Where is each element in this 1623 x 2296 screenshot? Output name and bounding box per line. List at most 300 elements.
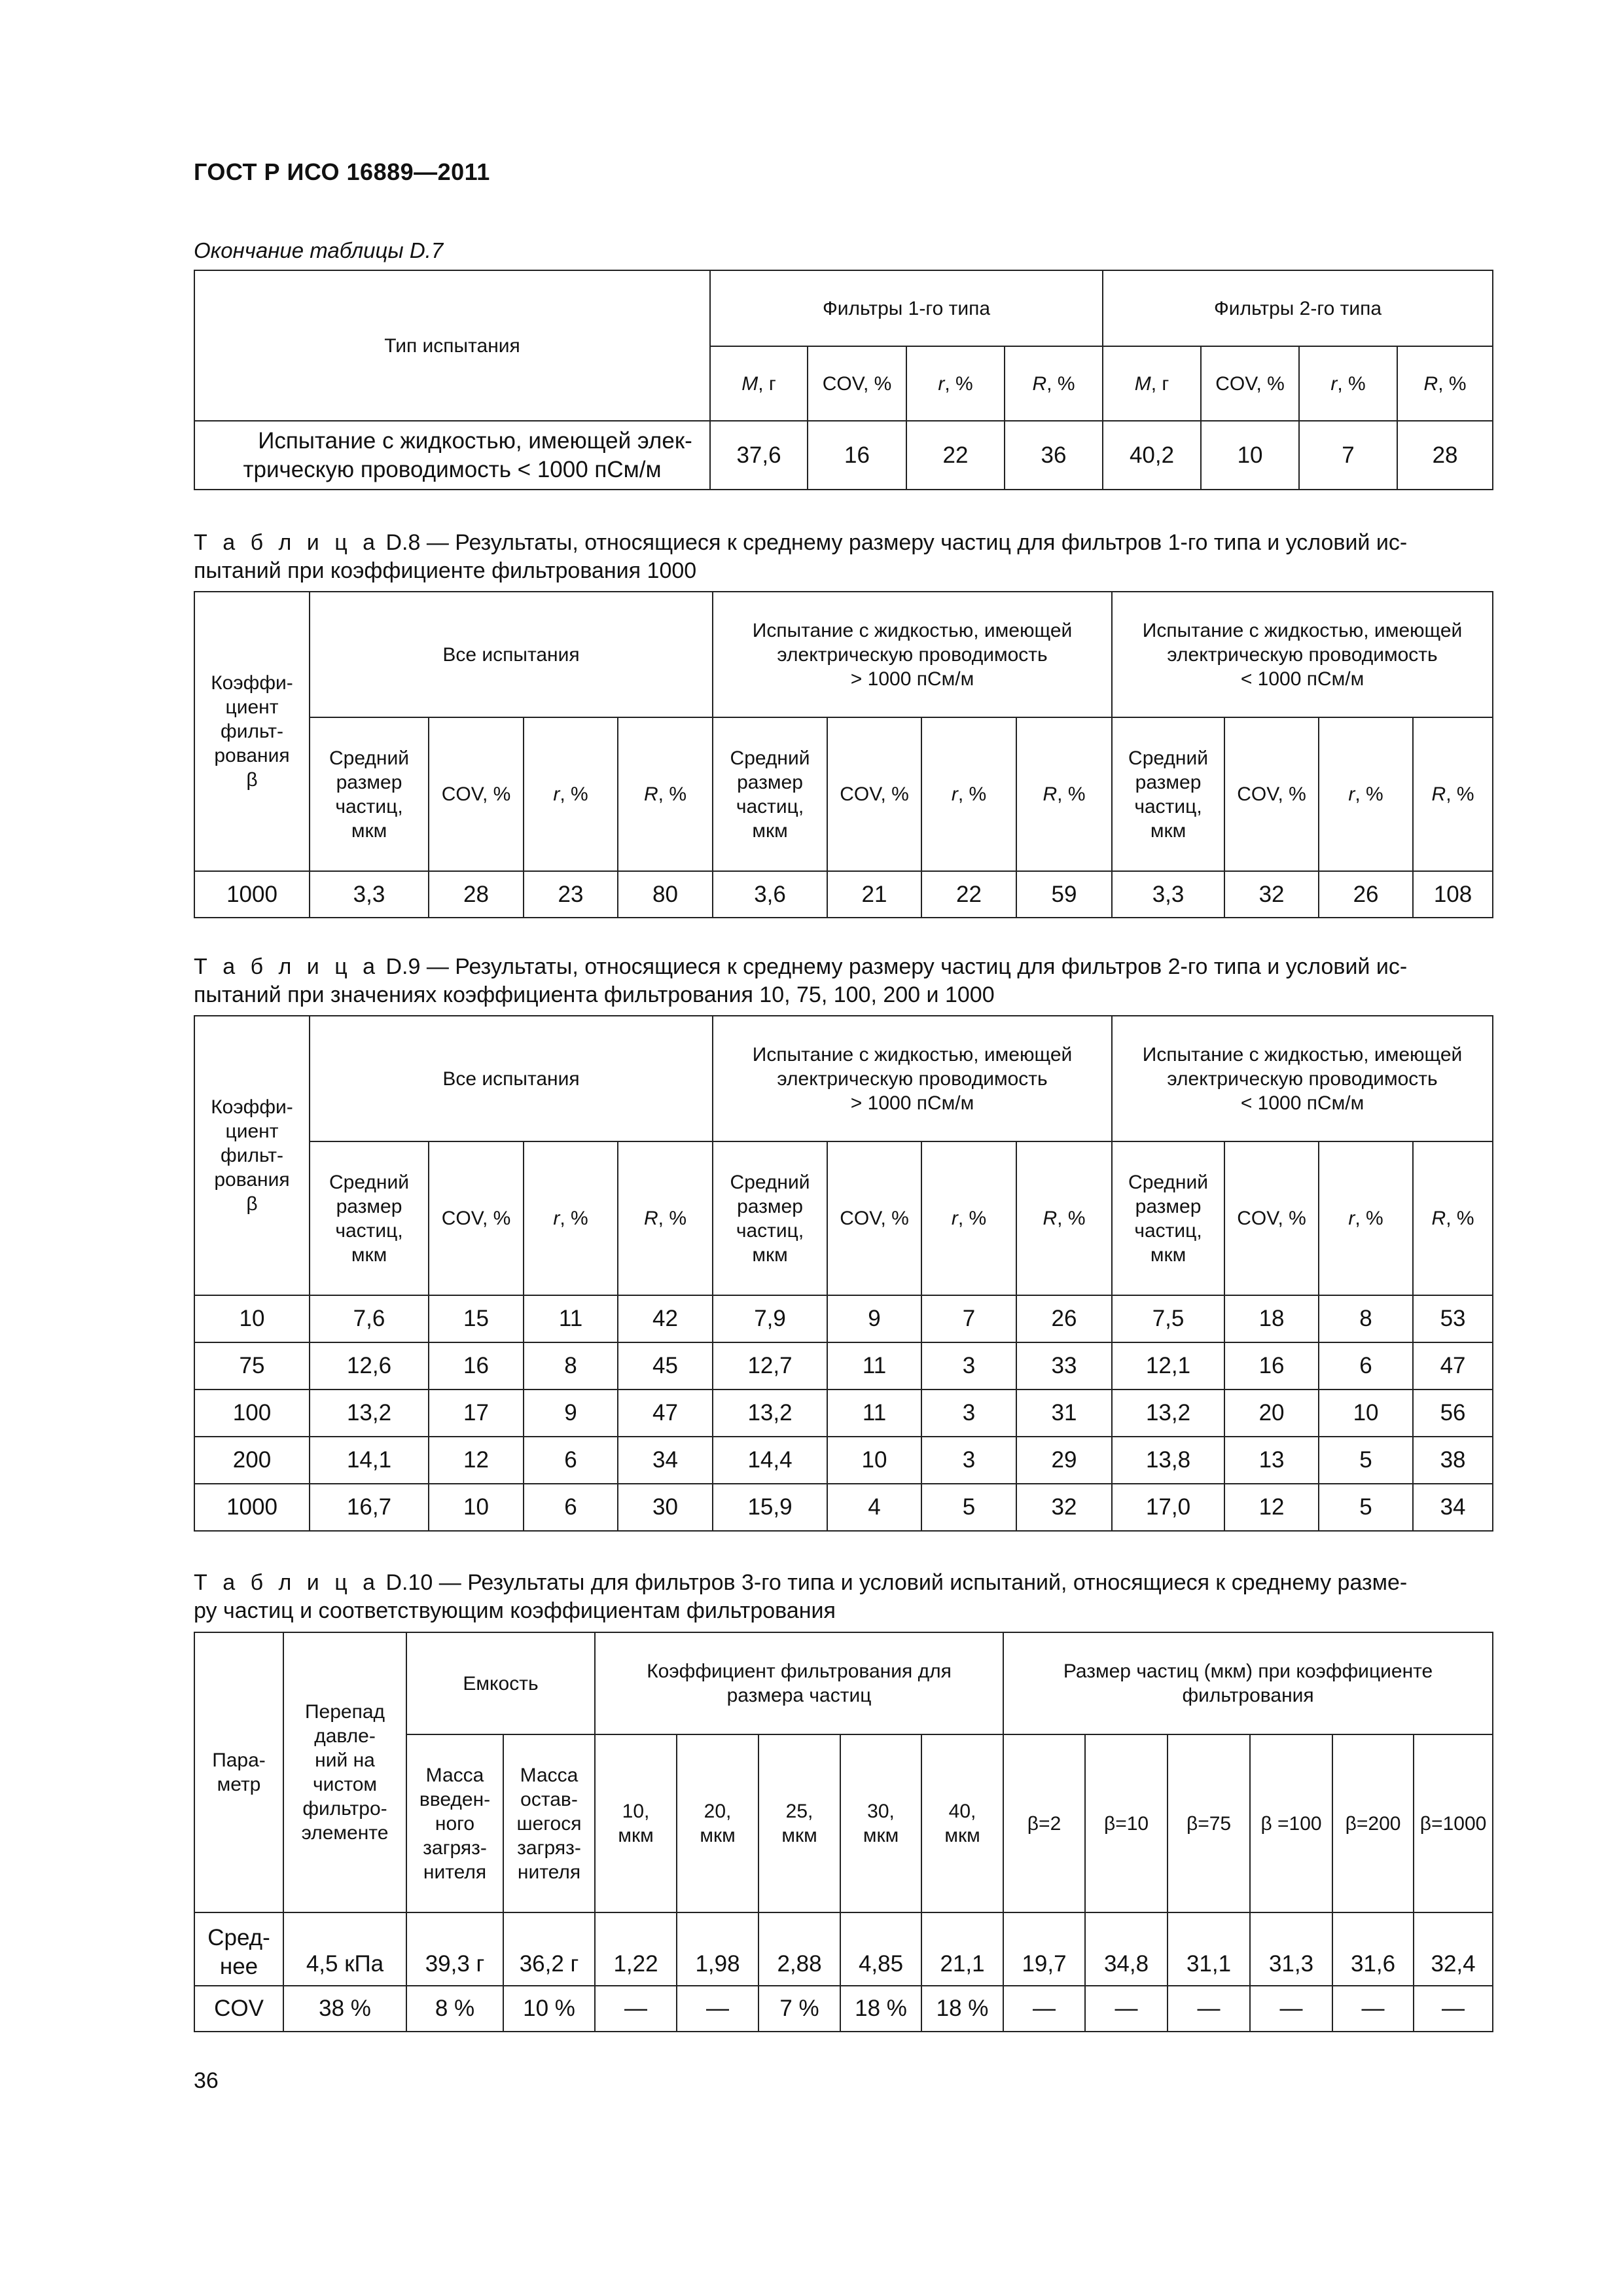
cell: 16 [429, 1342, 524, 1390]
header-capacity: Емкость [406, 1632, 595, 1734]
unit: , % [1057, 783, 1086, 805]
header-line: β [246, 769, 258, 791]
cell: 15,9 [713, 1484, 827, 1531]
header-line: Средний [329, 1171, 409, 1193]
header-line: размера частиц [726, 1685, 872, 1706]
cell: 59 [1016, 871, 1112, 918]
cell: 5 [1319, 1437, 1413, 1484]
cell: 17 [429, 1390, 524, 1437]
header-line: ний на [315, 1749, 375, 1771]
header-line: Коэффи- [211, 1096, 293, 1118]
cell: 34 [1413, 1484, 1493, 1531]
unit: , г [758, 372, 776, 395]
symbol: r [938, 372, 945, 395]
header-mean-particle-size [713, 1141, 827, 1295]
cell: 36,2 г [503, 1912, 595, 1986]
cell: 28 [429, 871, 524, 918]
header-line: мкм [1150, 1244, 1186, 1266]
header-line: фильт- [221, 721, 283, 742]
cell: 3,3 [310, 871, 429, 918]
header-line: 30, [867, 1801, 895, 1822]
header-line: Размер частиц (мкм) при коэффициенте [1063, 1660, 1433, 1682]
header-line: Перепад [304, 1701, 385, 1723]
symbol: R [643, 1208, 658, 1229]
header-all-tests: Все испытания [310, 1016, 713, 1141]
cell: 17,0 [1112, 1484, 1224, 1531]
header-line: размер [737, 1195, 803, 1217]
symbol: M [741, 372, 758, 395]
cell: 75 [194, 1342, 310, 1390]
header-line: фильтрования [1182, 1685, 1314, 1706]
header-mean-particle-size [1112, 717, 1224, 871]
cell: 14,1 [310, 1437, 429, 1484]
header-line: Испытание с жидкостью, имеющей [1142, 1043, 1463, 1066]
cell: 23 [524, 871, 618, 918]
cell: 12,7 [713, 1342, 827, 1390]
cell: 18 % [840, 1986, 921, 2032]
symbol: r [951, 783, 958, 805]
header-line: мкм [351, 819, 387, 842]
cell: 2,88 [758, 1912, 840, 1986]
cell: 80 [618, 871, 713, 918]
unit: , % [1046, 372, 1075, 395]
header-line: > 1000 пСм/м [850, 1092, 974, 1114]
unit: , % [1446, 1208, 1474, 1229]
cell: 40,2 [1103, 421, 1201, 490]
header-mean-particle-size [310, 717, 429, 871]
header-R-reproducibility [1413, 717, 1493, 871]
cell: 19,7 [1003, 1912, 1085, 1986]
header-line: мкм [863, 1825, 899, 1846]
cell: 47 [1413, 1342, 1493, 1390]
header-line: мкм [752, 1244, 788, 1266]
cell: 32,4 [1414, 1912, 1493, 1986]
cell: 15 [429, 1295, 524, 1342]
header-line: Средний [730, 1171, 810, 1193]
table-d10-caption: Т а б л и ц а D.10 — Результаты для фильтров 3-го типа и условий испытаний, относящиеся к среднему разме- ру частиц и соответствующим коэффициентам фильтрования [194, 1570, 1408, 1623]
cell: 8 [524, 1342, 618, 1390]
header-line: циент [225, 1121, 279, 1142]
document-code: ГОСТ Р ИСО 16889—2011 [194, 158, 490, 185]
header-mean-particle-size [1112, 1141, 1224, 1295]
table-d8-caption: Т а б л и ц а D.8 — Результаты, относящиеся к среднему размеру частиц для фильтров 1-го типа и условий ис- пытаний при коэффициенте фильтрования 1000 [194, 530, 1408, 583]
cell: 16,7 [310, 1484, 429, 1531]
header-line: частиц, [1134, 795, 1202, 817]
unit: , % [560, 783, 588, 805]
cell: 13,2 [310, 1390, 429, 1437]
cell: 16 [808, 421, 906, 490]
header-particle-size-1 [677, 1734, 758, 1912]
cell: — [1168, 1986, 1250, 2032]
header-line: частиц, [335, 1219, 403, 1242]
table-row [194, 1342, 1493, 1390]
cell: 12 [429, 1437, 524, 1484]
cell: 10 % [503, 1986, 595, 2032]
header-line: мкм [944, 1825, 980, 1846]
unit: , % [944, 372, 973, 395]
symbol: r [1348, 1208, 1355, 1229]
cell: 3 [921, 1437, 1016, 1484]
header-filtration-ratio-beta [194, 1016, 310, 1295]
header-cov: COV, % [1224, 1141, 1319, 1295]
cell: 13,2 [1112, 1390, 1224, 1437]
cell: 6 [524, 1437, 618, 1484]
header-line: размер [336, 1195, 402, 1217]
header-R-reproducibility [1413, 1141, 1493, 1295]
header-all-tests: Все испытания [310, 592, 713, 717]
cell: 7,5 [1112, 1295, 1224, 1342]
header-line: мкм [618, 1825, 654, 1846]
cell: 12,6 [310, 1342, 429, 1390]
header-line: Средний [730, 747, 810, 769]
header-line: электрическую проводимость [777, 1067, 1048, 1090]
cell: 28 [1397, 421, 1493, 490]
cell: 14,4 [713, 1437, 827, 1484]
header-R-reproducibility [1005, 346, 1103, 421]
header-conductivity-above-1000 [713, 592, 1112, 717]
cell: 100 [194, 1390, 310, 1437]
cell: 12 [1224, 1484, 1319, 1531]
symbol: r [1348, 783, 1355, 805]
header-line: Средний [1128, 1171, 1209, 1193]
header-test-type: Тип испытания [194, 270, 710, 421]
header-r-repeatability [524, 1141, 618, 1295]
cell: 5 [921, 1484, 1016, 1531]
header-r-repeatability [921, 1141, 1016, 1295]
header-line: загряз- [423, 1837, 487, 1859]
cell: 11 [827, 1342, 921, 1390]
header-R-reproducibility [1016, 717, 1112, 871]
table-d9-caption: Т а б л и ц а D.9 — Результаты, относящиеся к среднему размеру частиц для фильтров 2-го типа и условий ис- пытаний при значениях коэффициента фильтрования 10, 75, 100, 200 и 1000 [194, 954, 1408, 1007]
cell: 16 [1224, 1342, 1319, 1390]
table-row [194, 1295, 1493, 1342]
header-r-repeatability [1319, 1141, 1413, 1295]
header-line: элементе [301, 1822, 389, 1844]
header-conductivity-below-1000 [1112, 1016, 1493, 1141]
header-conductivity-below-1000 [1112, 592, 1493, 717]
cell: 200 [194, 1437, 310, 1484]
symbol: R [1431, 1208, 1446, 1229]
unit: , % [560, 1208, 588, 1229]
header-cov: COV, % [1201, 346, 1299, 421]
cell: 1,98 [677, 1912, 758, 1986]
row-label-conductivity: Испытание с жидкостью, имеющей элек- трическую проводимость < 1000 пСм/м [194, 421, 710, 490]
header-line: мкм [781, 1825, 817, 1846]
header-beta-4: β=200 [1332, 1734, 1414, 1912]
header-line: остав- [520, 1788, 578, 1810]
header-line: мкм [700, 1825, 736, 1846]
cell: 30 [618, 1484, 713, 1531]
header-line: мкм [351, 1244, 387, 1266]
header-line: частиц, [1134, 1219, 1202, 1242]
cell: 10 [827, 1437, 921, 1484]
cell: 31,1 [1168, 1912, 1250, 1986]
header-line: частиц, [736, 1219, 804, 1242]
header-line: Масса [520, 1764, 579, 1786]
header-line: размер [737, 771, 803, 793]
header-type1-filters: Фильтры 1-го типа [710, 270, 1103, 346]
header-beta-0: β=2 [1003, 1734, 1085, 1912]
symbol: r [553, 1208, 560, 1229]
cell: 3,3 [1112, 871, 1224, 918]
header-line: размер [1135, 1195, 1202, 1217]
header-mean-particle-size [713, 717, 827, 871]
cell: 34 [618, 1437, 713, 1484]
table-row [194, 1390, 1493, 1437]
header-line: рования [214, 745, 290, 766]
table-d9 [194, 1015, 1493, 1532]
header-cov: COV, % [1224, 717, 1319, 871]
table-row [194, 1437, 1493, 1484]
header-filtration-ratio [595, 1632, 1003, 1734]
unit: , % [1446, 783, 1474, 805]
cell: 9 [827, 1295, 921, 1342]
cell: 45 [618, 1342, 713, 1390]
cell: 4 [827, 1484, 921, 1531]
header-line: давле- [314, 1725, 376, 1747]
header-filtration-ratio-beta [194, 592, 310, 871]
header-r-repeatability [921, 717, 1016, 871]
header-line: шегося [516, 1812, 582, 1835]
cell: 3 [921, 1342, 1016, 1390]
header-line: β [246, 1193, 258, 1215]
header-mass [1103, 346, 1201, 421]
cell: 31,3 [1250, 1912, 1332, 1986]
header-line: нителя [423, 1861, 487, 1883]
cell: 34,8 [1085, 1912, 1168, 1986]
cell: 53 [1413, 1295, 1493, 1342]
header-mass [710, 346, 808, 421]
header-line: 20, [704, 1801, 732, 1822]
header-line: Средний [1128, 747, 1209, 769]
table-continuation-caption: Окончание таблицы D.7 [194, 238, 444, 262]
row-label-cov: COV [194, 1986, 283, 2032]
cell: 29 [1016, 1437, 1112, 1484]
header-line: чистом [312, 1774, 378, 1795]
cell: 36 [1005, 421, 1103, 490]
cell: 18 [1224, 1295, 1319, 1342]
header-line: мкм [1150, 819, 1186, 842]
header-pressure-drop [283, 1632, 406, 1912]
header-R-reproducibility [618, 717, 713, 871]
cell: 38 [1413, 1437, 1493, 1484]
cell: 13,8 [1112, 1437, 1224, 1484]
cell: — [1332, 1986, 1414, 2032]
header-r-repeatability [1319, 717, 1413, 871]
header-line: < 1000 пСм/м [1240, 668, 1364, 690]
cell: 4,85 [840, 1912, 921, 1986]
header-line: электрическую проводимость [1167, 643, 1438, 666]
header-line: размер [1135, 771, 1202, 793]
header-mass-injected [406, 1734, 503, 1912]
cell: 32 [1016, 1484, 1112, 1531]
cell: 3 [921, 1390, 1016, 1437]
cell: 10 [429, 1484, 524, 1531]
cell: 8 [1319, 1295, 1413, 1342]
header-cov: COV, % [827, 1141, 921, 1295]
header-line: Испытание с жидкостью, имеющей [1142, 619, 1463, 641]
header-line: ного [435, 1812, 475, 1835]
header-line: частиц, [736, 795, 804, 817]
cell: 37,6 [710, 421, 808, 490]
unit: , % [658, 1208, 687, 1229]
header-line: электрическую проводимость [777, 643, 1048, 666]
symbol: R [1043, 783, 1058, 805]
cell: 26 [1016, 1295, 1112, 1342]
header-mean-particle-size [310, 1141, 429, 1295]
header-line: 10, [622, 1801, 650, 1822]
cell: 22 [921, 871, 1016, 918]
header-line: 40, [948, 1801, 976, 1822]
cell: 38 % [283, 1986, 406, 2032]
cell: — [1003, 1986, 1085, 2032]
header-R-reproducibility [1397, 346, 1493, 421]
cell: 18 % [921, 1986, 1003, 2032]
header-beta-3: β =100 [1250, 1734, 1332, 1912]
header-line: частиц, [335, 795, 403, 817]
cell: 10 [194, 1295, 310, 1342]
cell: 6 [524, 1484, 618, 1531]
unit: , % [1337, 372, 1366, 395]
table-row [194, 871, 1493, 918]
header-line: циент [225, 696, 279, 718]
header-line: 25, [785, 1801, 813, 1822]
header-cov: COV, % [827, 717, 921, 871]
unit: , % [1355, 1208, 1383, 1229]
header-line: Коэффи- [211, 672, 293, 694]
header-line: нее [219, 1954, 259, 1979]
header-parameter [194, 1632, 283, 1912]
header-line: Испытание с жидкостью, имеющей [752, 619, 1073, 641]
header-line: введен- [419, 1788, 491, 1810]
symbol: r [951, 1208, 958, 1229]
symbol: R [1043, 1208, 1058, 1229]
header-line: мкм [752, 819, 788, 842]
cell: 32 [1224, 871, 1319, 918]
cell: 4,5 кПа [283, 1912, 406, 1986]
header-particle-size-4 [921, 1734, 1003, 1912]
header-line: Средний [329, 747, 409, 769]
header-conductivity-above-1000 [713, 1016, 1112, 1141]
cell: 8 % [406, 1986, 503, 2032]
cell: 1,22 [595, 1912, 677, 1986]
cell: 20 [1224, 1390, 1319, 1437]
unit: , % [658, 783, 687, 805]
header-r-repeatability [1299, 346, 1397, 421]
cell: — [677, 1986, 758, 2032]
unit: , г [1150, 372, 1169, 395]
page-number: 36 [194, 2068, 219, 2093]
header-cov: COV, % [429, 717, 524, 871]
cell: — [1085, 1986, 1168, 2032]
header-cov: COV, % [429, 1141, 524, 1295]
unit: , % [1355, 783, 1383, 805]
symbol: R [1032, 372, 1047, 395]
cell: 22 [906, 421, 1005, 490]
cell: 9 [524, 1390, 618, 1437]
symbol: R [1431, 783, 1446, 805]
cell: 12,1 [1112, 1342, 1224, 1390]
cell: 7 % [758, 1986, 840, 2032]
cell: 108 [1413, 871, 1493, 918]
cell: 56 [1413, 1390, 1493, 1437]
cell: 21 [827, 871, 921, 918]
header-line: Сред- [207, 1925, 270, 1950]
symbol: R [1423, 372, 1438, 395]
cell: 7 [921, 1295, 1016, 1342]
table-row [194, 1484, 1493, 1531]
header-line: < 1000 пСм/м [1240, 1092, 1364, 1114]
cell: 1000 [194, 871, 310, 918]
header-beta-1: β=10 [1085, 1734, 1168, 1912]
symbol: r [553, 783, 560, 805]
symbol: R [643, 783, 658, 805]
header-beta-2: β=75 [1168, 1734, 1250, 1912]
table-d7 [194, 270, 1493, 490]
header-beta-5: β=1000 [1414, 1734, 1493, 1912]
cell: 7,6 [310, 1295, 429, 1342]
cell: 39,3 г [406, 1912, 503, 1986]
unit: , % [1057, 1208, 1086, 1229]
unit: , % [957, 1208, 987, 1229]
cell: 7,9 [713, 1295, 827, 1342]
unit: , % [957, 783, 987, 805]
header-type2-filters: Фильтры 2-го типа [1103, 270, 1493, 346]
cell: 11 [827, 1390, 921, 1437]
cell: 31 [1016, 1390, 1112, 1437]
cell: — [1250, 1986, 1332, 2032]
cell: 7 [1299, 421, 1397, 490]
header-r-repeatability [524, 717, 618, 871]
table-d8 [194, 591, 1493, 918]
header-line: фильтро- [302, 1798, 387, 1820]
header-particle-size-2 [758, 1734, 840, 1912]
header-r-repeatability [906, 346, 1005, 421]
header-R-reproducibility [618, 1141, 713, 1295]
cell: 33 [1016, 1342, 1112, 1390]
header-particle-size [1003, 1632, 1493, 1734]
header-line: Коэффициент фильтрования для [647, 1660, 952, 1682]
cell: 13 [1224, 1437, 1319, 1484]
header-line: загряз- [517, 1837, 581, 1859]
header-particle-size-0 [595, 1734, 677, 1912]
cell: 11 [524, 1295, 618, 1342]
header-line: нителя [517, 1861, 581, 1883]
header-R-reproducibility [1016, 1141, 1112, 1295]
cell: 42 [618, 1295, 713, 1342]
cell: 6 [1319, 1342, 1413, 1390]
cell: 21,1 [921, 1912, 1003, 1986]
row-label-mean [194, 1912, 283, 1986]
cell: — [595, 1986, 677, 2032]
header-line: > 1000 пСм/м [850, 668, 974, 690]
table-d10 [194, 1632, 1493, 2032]
cell: 10 [1201, 421, 1299, 490]
cell: 47 [618, 1390, 713, 1437]
header-cov: COV, % [808, 346, 906, 421]
header-line: фильт- [221, 1145, 283, 1166]
header-line: метр [217, 1774, 261, 1795]
unit: , % [1438, 372, 1467, 395]
header-line: размер [336, 771, 402, 793]
cell: 31,6 [1332, 1912, 1414, 1986]
header-line: Масса [425, 1764, 484, 1786]
cell: 10 [1319, 1390, 1413, 1437]
cell: 1000 [194, 1484, 310, 1531]
header-mass-retained [503, 1734, 595, 1912]
header-line: Испытание с жидкостью, имеющей [752, 1043, 1073, 1066]
header-line: рования [214, 1169, 290, 1191]
